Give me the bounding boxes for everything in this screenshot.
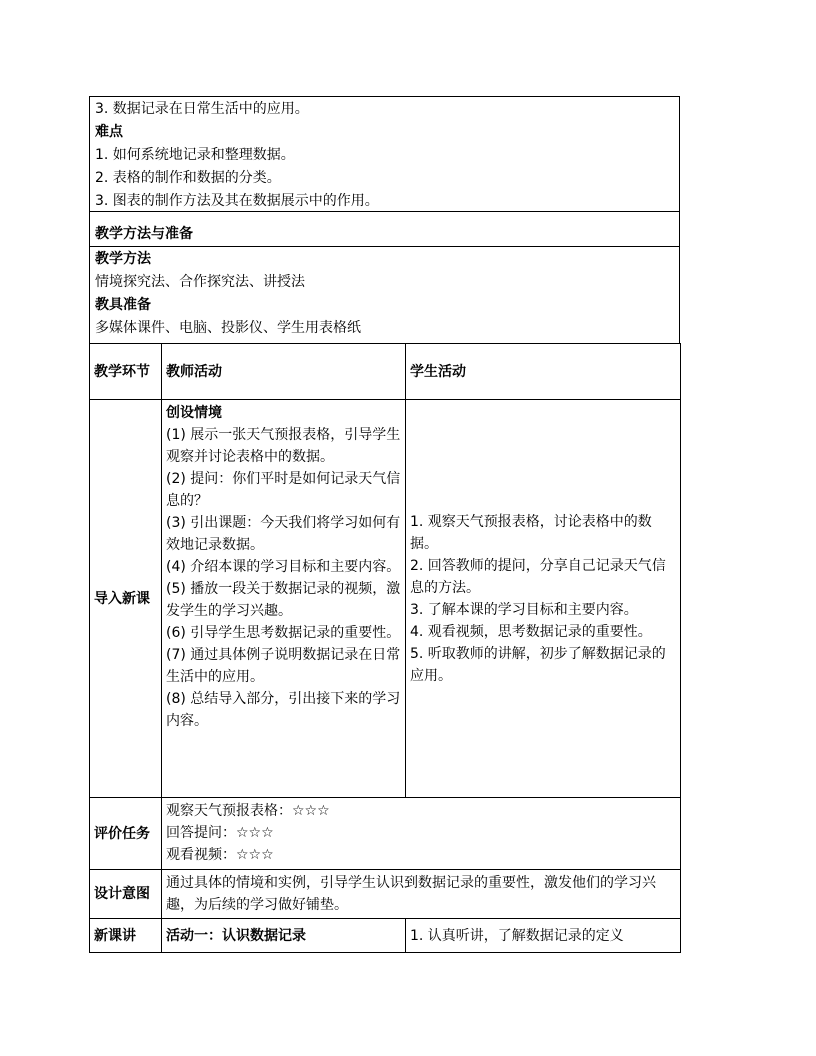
intro-student-item-1: 1. 观察天气预报表格，讨论表格中的数据。 [410,513,652,552]
evaluation-item-2: 回答提问：☆☆☆ [166,825,274,841]
evaluation-item-3: 观看视频：☆☆☆ [166,847,274,863]
intro-student-item-5: 5. 听取教师的讲解，初步了解数据记录的应用。 [410,645,666,684]
intro-student-item-4: 4. 观看视频，思考数据记录的重要性。 [410,623,652,640]
new-lesson-student: 1. 认真听讲，了解数据记录的定义 [406,919,681,953]
difficulty-item-1: 1. 如何系统地记录和整理数据。 [95,147,295,163]
header-student: 学生活动 [406,344,681,400]
evaluation-row [90,798,681,870]
intro-teacher-cell [162,400,406,798]
evaluation-cell [162,798,681,870]
difficulty-section [89,96,680,212]
difficulty-item-3: 3. 图表的制作方法及其在数据展示中的作用。 [95,193,379,209]
intro-teacher-item-6: (6) 引导学生思考数据记录的重要性。 [166,625,401,641]
intro-teacher-item-1: (1) 展示一张天气预报表格，引导学生观察并讨论表格中的数据。 [166,427,401,465]
header-stage: 教学环节 [90,344,162,400]
design-row [90,870,681,919]
evaluation-item-1: 观察天气预报表格：☆☆☆ [166,803,330,819]
methods-detail-section [89,246,680,344]
design-stage: 设计意图 [90,870,162,919]
intro-teacher-item-2: (2) 提问：你们平时是如何记录天气信息的？ [166,471,401,509]
intro-student-item-3: 3. 了解本课的学习目标和主要内容。 [410,601,638,618]
new-lesson-stage: 新课讲 [90,919,162,953]
method-list: 情境探究法、合作探究法、讲授法 [95,274,305,290]
intro-teacher-item-7: (7) 通过具体例子说明数据记录在日常生活中的应用。 [166,647,401,685]
intro-teacher-item-3: (3) 引出课题：今天我们将学习如何有效地记录数据。 [166,515,401,553]
intro-student-item-2: 2. 回答教师的提问，分享自己记录天气信息的方法。 [410,557,666,596]
key-point-3: 3. 数据记录在日常生活中的应用。 [95,101,309,117]
intro-teacher-item-4: (4) 介绍本课的学习目标和主要内容。 [166,559,401,575]
new-lesson-row [90,919,681,953]
tools-heading: 教具准备 [95,297,151,313]
difficulty-item-2: 2. 表格的制作和数据的分类。 [95,170,281,186]
new-lesson-teacher: 活动一：认识数据记录 [162,919,406,953]
tools-list: 多媒体课件、电脑、投影仪、学生用表格纸 [95,320,361,336]
intro-stage: 导入新课 [90,400,162,798]
intro-teacher-item-5: (5) 播放一段关于数据记录的视频，激发学生的学习兴趣。 [166,581,401,619]
intro-teacher-item-8: (8) 总结导入部分，引出接下来的学习内容。 [166,691,401,729]
method-heading: 教学方法 [95,251,151,267]
design-text: 通过具体的情境和实例，引导学生认识到数据记录的重要性，激发他们的学习兴趣，为后续的学习做好铺垫。 [162,870,681,919]
evaluation-stage: 评价任务 [90,798,162,870]
methods-title: 教学方法与准备 [95,226,193,242]
intro-teacher-title: 创设情境 [166,405,222,421]
methods-title-section [89,211,680,247]
activity-table [89,343,681,953]
intro-student-cell [406,400,681,798]
header-teacher: 教师活动 [162,344,406,400]
table-header-row [90,344,681,400]
difficulty-heading: 难点 [95,124,123,140]
intro-row [90,400,681,798]
